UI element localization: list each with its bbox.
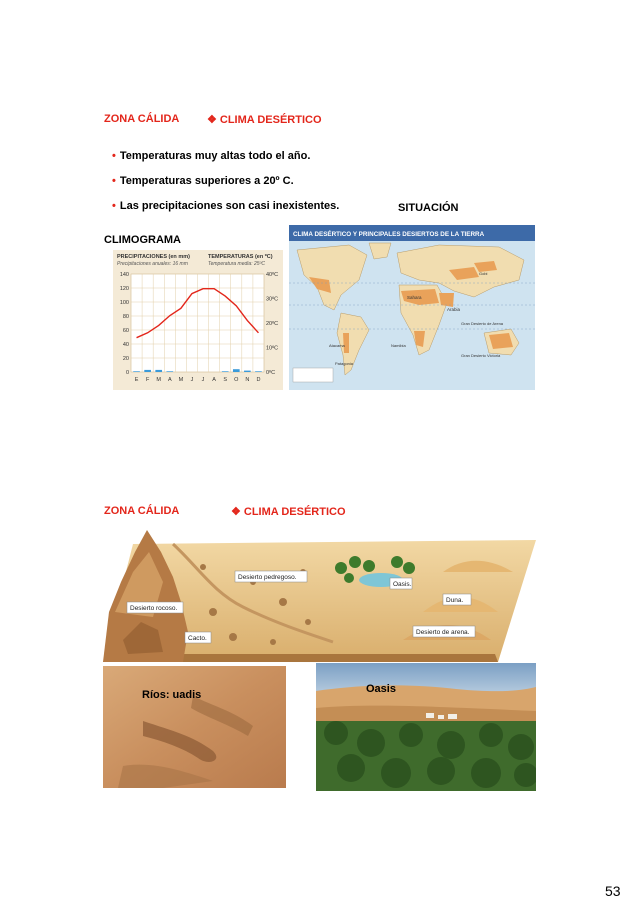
page-number: 53: [605, 883, 621, 899]
y2-tick-label: 40ºC: [266, 272, 279, 278]
caption-rios-uadis: Ríos: uadis: [142, 689, 202, 701]
label-desierto-rocoso: Desierto rocoso.: [130, 605, 178, 612]
x-tick-label: D: [256, 377, 261, 383]
map-label-gran-desierto-arena: Gran Desierto de Arena: [461, 321, 504, 326]
map-label-gobi: Gobi: [479, 271, 488, 276]
map-legend: [293, 368, 333, 382]
y-tick-label: 20: [122, 356, 129, 362]
y2-tick-label: 30ºC: [266, 296, 279, 303]
situacion-label: SITUACIÓN: [398, 202, 459, 214]
map-label-sahara: Sahara: [407, 295, 422, 300]
australia-desert: [489, 333, 513, 349]
bullet-3: • Las precipitaciones son casi inexistentes.: [112, 200, 340, 212]
map-label-gran-desierto-victoria: Gran Desierto Victoria: [461, 353, 501, 358]
climate-title: ❖ CLIMA DESÉRTICO: [207, 114, 322, 126]
x-tick-label: O: [234, 377, 239, 383]
x-tick-label: M: [178, 377, 184, 383]
label-cacto: Cacto.: [188, 635, 207, 642]
label-oasis: Oasis.: [393, 581, 412, 588]
caption-oasis: Oasis: [366, 683, 396, 695]
temp-header: TEMPERATURAS (en ºC): [208, 254, 273, 260]
x-tick-label: J: [190, 377, 194, 383]
temp-sub: Temperatura media: 25ºC: [208, 261, 265, 267]
bullet-icon: •: [112, 200, 116, 212]
zone-title-2: ZONA CÁLIDA: [104, 505, 180, 517]
y-tick-label: 40: [122, 342, 129, 348]
diamond-bullet-icon: ❖: [231, 506, 241, 518]
precip-bar: [155, 370, 162, 372]
y-tick-label: 140: [119, 272, 129, 278]
zone-title: ZONA CÁLIDA: [104, 113, 180, 125]
photo-uadis: [103, 666, 286, 788]
x-tick-label: J: [201, 377, 205, 383]
world-map: [289, 225, 535, 390]
bullet-icon: •: [112, 175, 116, 187]
y2-tick-label: 10ºC: [266, 345, 279, 352]
y2-tick-label: 0ºC: [266, 370, 276, 376]
climograph: [113, 250, 283, 390]
map-label-arabia: Arabia: [447, 307, 461, 312]
y-tick-label: 0: [125, 370, 129, 376]
precip-sub: Precipitaciones anuales: 16 mm: [117, 261, 188, 267]
label-desierto-arena: Desierto de arena.: [416, 629, 470, 636]
precip-bar: [255, 371, 262, 372]
y-tick-label: 60: [122, 328, 129, 334]
y-tick-label: 100: [119, 300, 129, 306]
climograma-label: CLIMOGRAMA: [104, 234, 181, 246]
precip-bar: [166, 371, 173, 372]
label-duna: Duna.: [446, 597, 464, 604]
x-tick-label: S: [223, 377, 228, 383]
y2-tick-label: 20ºC: [266, 321, 279, 327]
precip-bar: [144, 370, 151, 372]
bullet-1: • Temperaturas muy altas todo el año.: [112, 150, 311, 162]
y-tick-label: 80: [122, 314, 129, 320]
map-title: CLIMA DESÉRTICO Y PRINCIPALES DESIERTOS DE LA TIERRA: [293, 231, 485, 238]
precip-header: PRECIPITACIONES (en mm): [117, 254, 190, 260]
precip-bar: [233, 369, 240, 372]
x-tick-label: F: [145, 377, 150, 383]
map-label-namibia: Namibia: [391, 343, 406, 348]
precip-bar: [222, 371, 229, 372]
photo-oasis: [316, 663, 536, 791]
x-tick-label: M: [156, 377, 162, 383]
x-tick-label: E: [134, 377, 139, 383]
diamond-bullet-icon: ❖: [207, 114, 217, 126]
x-tick-label: N: [245, 377, 250, 383]
climate-title-2: ❖ CLIMA DESÉRTICO: [231, 506, 346, 518]
y-tick-label: 120: [119, 286, 129, 292]
precip-bar: [133, 371, 140, 372]
bullet-icon: •: [112, 150, 116, 162]
map-label-patagonia: Patagonia: [335, 361, 354, 366]
x-tick-label: A: [167, 377, 172, 383]
x-tick-label: A: [212, 377, 216, 383]
precip-bar: [244, 371, 251, 372]
label-desierto-pedregoso: Desierto pedregoso.: [238, 574, 297, 581]
desert-illustration: [103, 522, 536, 662]
bullet-2: • Temperaturas superiores a 20º C.: [112, 175, 294, 187]
map-label-atacama: Atacama: [329, 343, 345, 348]
